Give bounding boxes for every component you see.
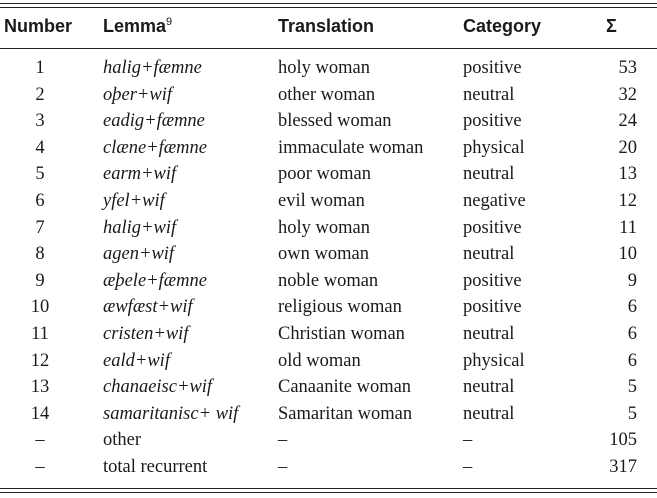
cell-lemma: halig+wif [103,217,177,238]
cell-number: – [35,430,45,451]
bottom-rule-outer [0,492,657,493]
cell-number: 3 [35,111,45,132]
table-row [0,188,657,215]
cell-category: neutral [463,244,515,265]
cell-sum: 20 [618,137,637,158]
cell-lemma: eadig+fæmne [103,111,205,132]
lemma-footnote-marker: 9 [166,16,173,28]
cell-number: 11 [31,324,49,344]
cell-translation: holy woman [278,58,370,78]
cell-sum: 10 [618,244,637,265]
header-lemma [103,13,172,40]
cell-translation: Christian woman [278,324,405,344]
cell-translation: evil woman [278,191,365,211]
table-row [0,321,657,348]
cell-translation: – [278,430,288,451]
cell-lemma: total recurrent [103,457,208,477]
cell-sum: 24 [618,111,637,132]
bottom-rule-inner [0,488,657,489]
cell-category: neutral [463,403,515,424]
cell-number: 5 [35,164,45,185]
cell-translation: Samaritan woman [278,403,413,424]
cell-translation: holy woman [278,217,370,238]
cell-sum: 6 [627,297,637,318]
cell-number: 4 [35,137,45,158]
cell-category: neutral [463,377,515,398]
cell-lemma: cristen+wif [103,324,189,344]
table-row [0,135,657,162]
cell-category: positive [463,58,522,78]
cell-number: – [35,457,45,477]
table-row [0,55,657,82]
cell-category: physical [463,350,525,371]
cell-translation: Canaanite woman [278,377,412,398]
cell-sum: 5 [627,377,637,398]
cell-sum: 9 [627,270,637,291]
cell-number: 10 [30,297,50,318]
cell-category: positive [463,111,522,132]
header-number: Number [4,16,73,36]
table-row [0,241,657,268]
cell-category: positive [463,297,522,318]
cell-number: 6 [35,191,45,211]
cell-category: neutral [463,324,515,344]
header-translation: Translation [278,16,375,36]
cell-translation: old woman [278,350,361,371]
cell-lemma: yfel+wif [103,191,165,211]
table-row [0,374,657,401]
cell-lemma: chanaeisc+wif [103,377,213,398]
header-sum: Σ [606,16,617,36]
table-header-row [0,13,657,40]
cell-number: 12 [30,350,50,371]
cell-number: 7 [35,217,45,238]
cell-translation: immaculate woman [278,137,424,158]
table-row [0,82,657,109]
header-rule [0,48,657,49]
cell-translation: blessed woman [278,111,392,132]
cell-translation: own woman [278,244,369,265]
cell-sum: 317 [609,457,637,477]
table-row [0,161,657,188]
cell-category: neutral [463,164,515,185]
table-row [0,108,657,135]
cell-sum: 12 [618,191,637,211]
cell-sum: 6 [627,324,637,344]
cell-category: neutral [463,84,515,105]
cell-number: 14 [30,403,50,424]
cell-lemma: æwfæst+wif [103,297,193,318]
cell-translation: – [278,457,288,477]
cell-category: negative [463,191,526,211]
cell-translation: religious woman [278,297,402,318]
summary-row [0,427,657,454]
table-row [0,268,657,295]
cell-sum: 11 [619,217,637,238]
cell-lemma: samaritanisc+ wif [103,403,239,424]
cell-category: physical [463,137,525,158]
cell-sum: 32 [618,84,637,105]
top-rule-inner [0,7,657,8]
cell-number: 13 [30,377,50,398]
cell-lemma: oþer+wif [103,84,173,105]
table-row [0,348,657,375]
table-row [0,294,657,321]
cell-sum: 13 [618,164,637,185]
cell-number: 1 [35,58,45,78]
cell-lemma: other [103,430,142,451]
table-row [0,215,657,242]
cell-sum: 6 [627,350,637,371]
header-lemma-text: Lemma [103,16,167,36]
table-row [0,401,657,428]
summary-row [0,454,657,481]
header-category: Category [463,16,542,36]
cell-sum: 105 [609,430,637,451]
cell-lemma: eald+wif [103,350,170,371]
cell-lemma: agen+wif [103,244,175,265]
cell-lemma: clæne+fæmne [103,137,207,158]
cell-category: – [463,430,473,451]
top-rule-outer [0,3,657,4]
cell-lemma: æþele+fæmne [103,270,207,291]
cell-translation: noble woman [278,270,379,291]
cell-number: 8 [35,244,45,265]
cell-translation: other woman [278,84,376,105]
cell-lemma: halig+fæmne [103,58,202,78]
cell-translation: poor woman [278,164,371,185]
cell-number: 2 [35,84,45,105]
cell-sum: 5 [627,403,637,424]
cell-category: positive [463,270,522,291]
cell-number: 9 [35,270,45,291]
cell-category: – [463,457,473,477]
cell-sum: 53 [618,58,637,78]
cell-category: positive [463,217,522,238]
cell-lemma: earm+wif [103,164,177,185]
